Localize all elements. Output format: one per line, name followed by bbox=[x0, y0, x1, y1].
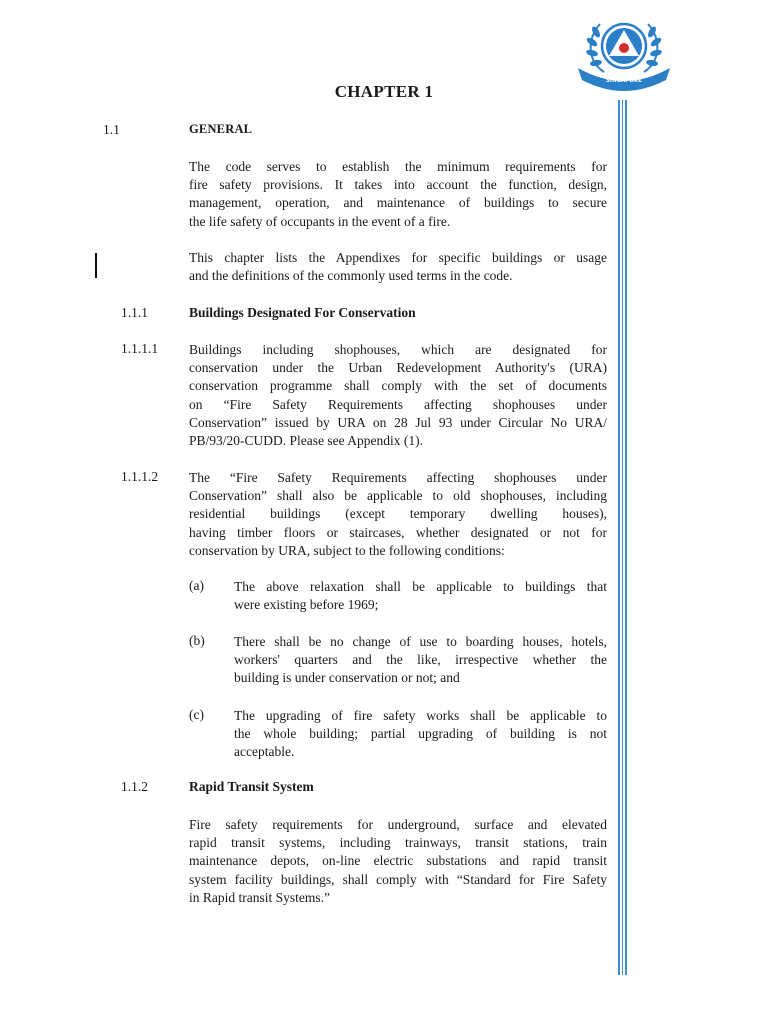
section-heading: Buildings Designated For Conservation bbox=[189, 305, 416, 320]
text-line: fire safety provisions. It takes into account the function, design, bbox=[189, 177, 607, 193]
paragraph bbox=[189, 469, 607, 560]
text-line: building is under conservation or not; and bbox=[234, 670, 460, 686]
section-number: 1.1.1 bbox=[121, 305, 148, 320]
text-line: Conservation” shall also be applicable to old shophouses, including bbox=[189, 488, 607, 504]
text-line: the whole building; partial upgrading of building is not bbox=[234, 726, 607, 742]
text-line: Fire safety requirements for underground, surface and elevated bbox=[189, 817, 607, 832]
text-line: conservation under the Urban Redevelopment Authority's (URA) bbox=[189, 360, 607, 376]
paragraph bbox=[189, 816, 607, 907]
section-number: 1.1.1.2 bbox=[121, 469, 159, 484]
list-marker: (b) bbox=[189, 633, 205, 648]
list-item bbox=[234, 707, 607, 762]
section-number: 1.1 bbox=[103, 122, 120, 137]
paragraph bbox=[189, 249, 607, 285]
text-line: system facility buildings, shall comply with “Standard for Fire Safety bbox=[189, 871, 607, 887]
text-line: management, operation, and maintenance of buildings to secure bbox=[189, 195, 607, 211]
text-line: on “Fire Safety Requirements affecting shophouses under bbox=[189, 396, 607, 412]
scdf-crest-logo bbox=[574, 10, 674, 92]
section-number: 1.1.1.1 bbox=[121, 341, 159, 356]
text-line: were existing before 1969; bbox=[234, 597, 379, 613]
list-marker: (c) bbox=[189, 707, 204, 722]
text-line: conservation by URA, subject to the following conditions: bbox=[189, 542, 505, 558]
list-marker: (a) bbox=[189, 578, 204, 593]
text-line: acceptable. bbox=[234, 744, 295, 760]
text-line: There shall be no change of use to boarding houses, hotels, bbox=[234, 634, 607, 649]
text-line: PB/93/20-CUDD. Please see Appendix (1). bbox=[189, 433, 423, 449]
section-heading: GENERAL bbox=[189, 122, 253, 136]
text-line: rapid transit systems, including trainways, transit stations, train bbox=[189, 835, 607, 851]
svg-text:SINGAPORE: SINGAPORE bbox=[605, 78, 643, 84]
text-line: The “Fire Safety Requirements affecting shophouses under bbox=[189, 470, 607, 485]
paragraph bbox=[189, 341, 607, 450]
text-line: Conservation” issued by URA on 28 Jul 93 under Circular No URA/ bbox=[189, 414, 607, 430]
text-line: maintenance depots, on-line electric substations and rapid transit bbox=[189, 853, 607, 869]
text-line: conservation programme shall comply with the set of documents bbox=[189, 378, 607, 394]
text-line: This chapter lists the Appendixes for specific buildings or usage bbox=[189, 250, 607, 265]
section-number: 1.1.2 bbox=[121, 779, 148, 794]
text-line: and the definitions of the commonly used terms in the code. bbox=[189, 268, 513, 284]
section-heading: Rapid Transit System bbox=[189, 779, 314, 794]
margin-change-bar bbox=[95, 253, 97, 278]
text-line: The upgrading of fire safety works shall be applicable to bbox=[234, 708, 607, 723]
chapter-title: CHAPTER 1 bbox=[334, 82, 434, 101]
text-line: residential buildings (except temporary dwelling houses), bbox=[189, 506, 607, 522]
text-line: in Rapid transit Systems.” bbox=[189, 889, 330, 905]
text-line: the life safety of occupants in the event of a fire. bbox=[189, 213, 451, 229]
text-line: The code serves to establish the minimum requirements for bbox=[189, 159, 607, 174]
text-line: The above relaxation shall be applicable to buildings that bbox=[234, 579, 607, 594]
text-line: having timber floors or staircases, whether designated or not for bbox=[189, 524, 607, 540]
text-line: workers' quarters and the like, irrespective whether the bbox=[234, 652, 607, 668]
right-margin-rule bbox=[618, 100, 627, 975]
paragraph bbox=[189, 158, 607, 231]
list-item bbox=[234, 633, 607, 688]
list-item bbox=[234, 578, 607, 614]
text-line: Buildings including shophouses, which are designated for bbox=[189, 342, 607, 357]
